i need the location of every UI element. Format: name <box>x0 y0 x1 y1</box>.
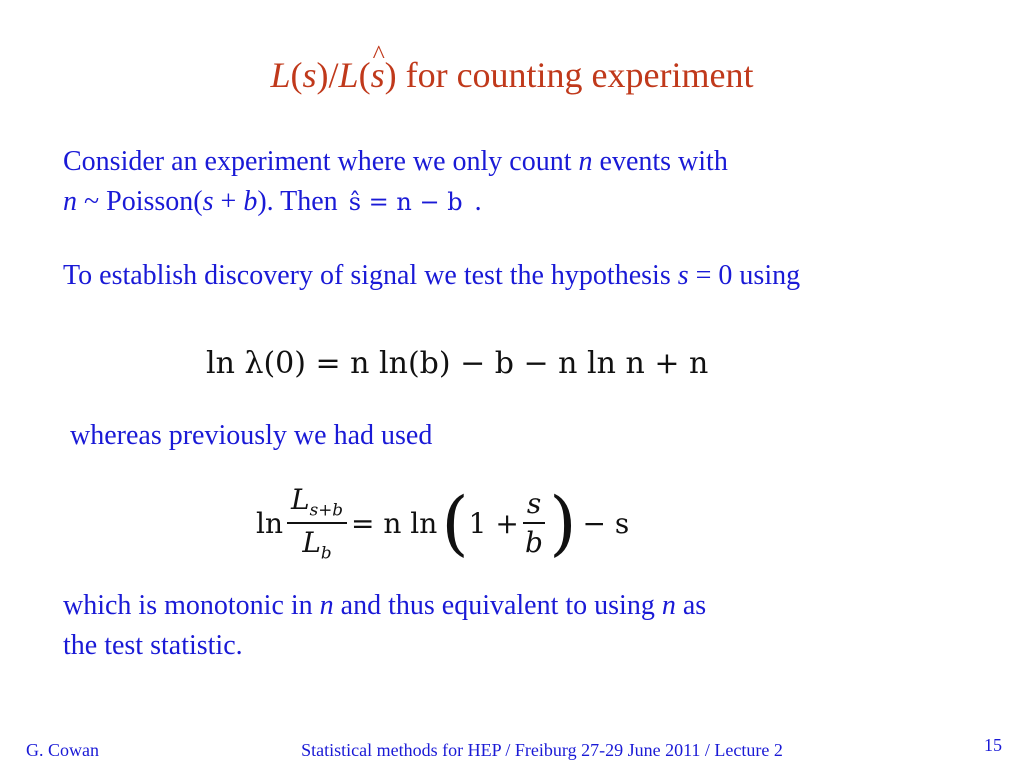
eq2-one-plus: 1 + <box>468 506 519 540</box>
p1-s: s <box>202 186 214 217</box>
p4-n2: n <box>661 590 676 621</box>
eq2-inner-fraction <box>523 487 545 559</box>
p1-plus: + <box>213 186 244 217</box>
eq2-ln: ln <box>256 506 283 540</box>
eq2-inner-num <box>523 487 545 524</box>
footer-author: G. Cowan <box>26 740 99 760</box>
p1-then: ). Then <box>257 186 345 217</box>
eq2-denominator <box>287 524 347 563</box>
p2-s: s <box>677 260 689 291</box>
eq2-mid: = n ln <box>351 506 438 540</box>
eq2-tail: − s <box>582 506 630 540</box>
paragraph-1-line-2 <box>63 182 728 222</box>
eq2-num-L: L <box>291 483 310 517</box>
paragraph-4-line-2: the test statistic. <box>63 630 243 661</box>
title-rest: for counting experiment <box>396 55 754 95</box>
eq2-inner-s: s <box>526 487 542 520</box>
title-L1: L <box>270 55 291 95</box>
p1-n2: n <box>63 186 77 217</box>
p2-text-b: = 0 using <box>688 260 801 291</box>
page-number: 15 <box>984 735 1002 755</box>
p4-n: n <box>319 590 334 621</box>
p4-text-b: and thus equivalent to using <box>333 590 662 621</box>
paragraph-4 <box>63 586 706 666</box>
equation-ln-lambda: ln λ(0) = n ln(b) − b − n ln n + n <box>206 346 709 381</box>
eq2-den-L: L <box>302 526 321 559</box>
p1-text-b: events with <box>592 146 728 177</box>
p1-b: b <box>243 186 258 217</box>
p1-period: . <box>474 186 482 217</box>
eq2-left-paren: ( <box>441 482 469 564</box>
paragraph-4-line-1 <box>63 586 706 626</box>
paragraph-3: whereas previously we had used <box>70 420 433 451</box>
footer-title: Statistical methods for HEP / Freiburg 27-29 June 2011 / Lecture 2 <box>301 740 783 760</box>
shat-equation: ŝ = n − b <box>348 188 463 216</box>
p1-text-a: Consider an experiment where we only count <box>63 146 579 177</box>
p4-text-c: as <box>675 590 707 621</box>
eq2-fraction <box>287 483 347 562</box>
title-L2: L <box>338 55 359 95</box>
paragraph-1-line-1 <box>63 142 728 182</box>
title-s1: s <box>302 55 317 95</box>
p4-text-a: which is monotonic in <box>63 590 320 621</box>
eq2-den-sub: b <box>320 542 332 563</box>
eq2-inner-b: b <box>525 526 543 559</box>
paragraph-1 <box>63 142 728 222</box>
title-s-hat: ^ s <box>371 54 385 96</box>
eq2-right-paren: ) <box>549 482 577 564</box>
eq2-num-sub: s+b <box>309 500 344 520</box>
eq2-numerator <box>287 483 347 524</box>
equation-ln-likelihood-ratio <box>256 478 629 568</box>
paragraph-2 <box>63 256 800 296</box>
p2-text-a: To establish discovery of signal we test the hypothesis <box>63 260 678 291</box>
slide-title: L(s)/L(^ s) for counting experiment <box>0 54 1024 96</box>
eq2-inner-den <box>523 524 545 559</box>
p1-n: n <box>578 146 593 177</box>
p1-poisson: ~ Poisson( <box>77 186 203 217</box>
